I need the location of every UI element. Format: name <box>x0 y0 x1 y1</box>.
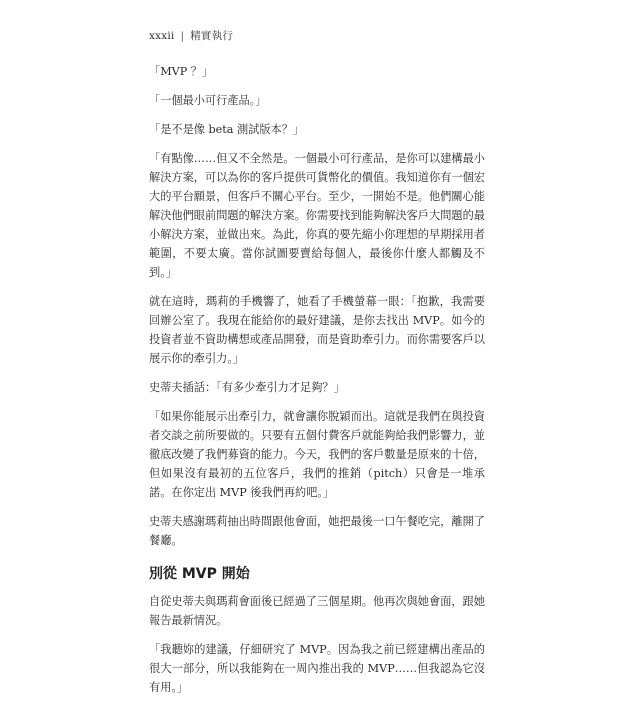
paragraph: 就在這時，瑪莉的手機響了，她看了手機螢幕一眼：「抱歉，我需要回辦公室了。我現在能給你的最好建議，是你去找出 MVP。如今的投資者並不資助構想或產品開發，而是資助牽引力。而你需要客戶以展示你的牽引力。」 <box>149 295 485 365</box>
running-head-separator: | <box>180 30 185 42</box>
page-number: xxxii <box>149 30 175 42</box>
paragraph: 「我聽妳的建議，仔細研究了 MVP。因為我之前已經建構出產品的很大一部分，所以我能夠在一周內推出我的 MVP……但我認為它沒有用。」 <box>149 643 485 694</box>
paragraph: 自從史蒂夫與瑪莉會面後已經過了三個星期。他再次與她會面，跟她報告最新情況。 <box>149 595 485 627</box>
paragraph: 「有點像……但又不全然是。一個最小可行產品，是你可以建構最小解決方案，可以為你的客戶提供可貨幣化的價值。我知道你有一個宏大的平台願景，但客戶不關心平台。至少，一開始不是。他們關心能解決他們眼前問題的解決方案。你需要找到能夠解決客戶大問題的最小解決方案，並做出來。為此，你真的要先縮小你理想的早期採用者範圍，不要太廣。當你試圖要賣給每個人，最後你什麼人都觸及不到。」 <box>149 152 485 279</box>
running-head <box>149 28 233 43</box>
paragraph: 「一個最小可行產品。」 <box>149 94 267 107</box>
paragraph: 史蒂夫插話：「有多少牽引力才足夠？」 <box>149 381 345 394</box>
book-title: 精實執行 <box>190 30 234 42</box>
paragraph: 「MVP ？」 <box>149 65 214 78</box>
section-heading: 別從 MVP 開始 <box>149 566 250 582</box>
paragraph: 「如果你能展示出牽引力，就會讓你脫穎而出。這就是我們在與投資者交談之前所要做的。只要有五個付費客戶就能夠給我們影響力，並徹底改變了我們募資的能力。今天，我們的客戶數量是原來的十倍，但如果沒有最初的五位客戶，我們的推銷（pitch）只會是一堆承諾。在你定出 MVP 後我們再約吧。」 <box>149 410 485 499</box>
page-body <box>149 62 485 707</box>
paragraph: 「是不是像 beta 測試版本？」 <box>149 123 305 136</box>
paragraph: 史蒂夫感謝瑪莉抽出時間跟他會面，她把最後一口午餐吃完，離開了餐廳。 <box>149 515 485 547</box>
